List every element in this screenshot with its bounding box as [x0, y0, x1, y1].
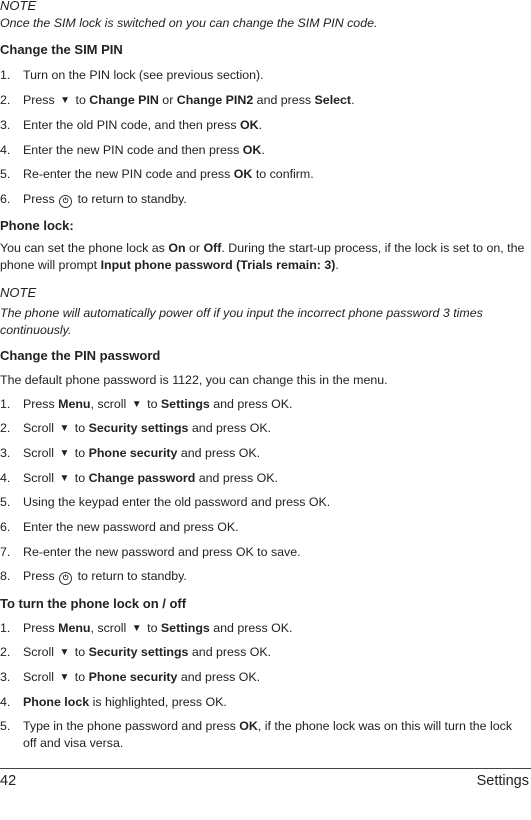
- section-heading-pin-password: Change the PIN password: [0, 348, 161, 363]
- footer-divider: [0, 768, 531, 769]
- pin-password-intro: The default phone password is 1122, you can change this in the menu.: [0, 373, 388, 387]
- section-heading-lock-toggle: To turn the phone lock on / off: [0, 596, 187, 611]
- note-heading: NOTE: [0, 285, 37, 300]
- scroll-down-icon: ▼: [59, 473, 70, 484]
- scroll-down-icon: ▼: [59, 423, 70, 434]
- section-heading-sim-pin: Change the SIM PIN: [0, 42, 123, 57]
- scroll-down-icon: ▼: [60, 95, 71, 106]
- end-key-icon: ⏻: [59, 572, 72, 585]
- note-text: The phone will automatically power off if you input the incorrect phone password 3 times continuously.: [0, 306, 483, 337]
- note-text: Once the SIM lock is switched on you can change the SIM PIN code.: [0, 16, 378, 30]
- scroll-down-icon: ▼: [131, 399, 142, 410]
- manual-page: NOTE Once the SIM lock is switched on you can change the SIM PIN code. Change the SIM PIN 1. Turn on the PIN lock (see previous section). 2. Press ▼ to Change PIN or Change PIN2 and press Select. 3. Enter the old PIN code, and then press OK. 4. Enter the new PIN code and then press OK. 5. Re-enter the new PIN code and press OK to confirm. 6. Press ⏻ to return to standby. Phone lock: You can set the phone lock as On or Off. During the start-up process, if the lock is set to on, the phone will prompt Input phone password (Trials remain: 3). NOTE The phone will automatically power off if you input the incorrect phone password 3 times continuously. Change the PIN password The default phone password is 1122, you can change this in the menu. 1. Press Menu, scroll ▼ to Settings and press OK. 2. Scroll ▼ to Security settings and press OK. 3. Scroll ▼ to Phone security and press OK. 4. Scroll ▼ to Change password and press OK. 5. Using the keypad enter the old password and press OK. 6. Enter the new password and press OK. 7. Re-enter the new password and press OK to save. 8. Press ⏻ to return to standby. To turn the phone lock on / off 1. Press Menu, scroll ▼ to Settings and press OK. 2. Scroll ▼ to Security settings and press OK. 3. Scroll ▼ to Phone security and press OK. 4. Phone lock is highlighted, press OK. 5. Type in the phone password and press OK, if the phone lock was on this will turn the lock off and visa versa. 42 Settings: [0, 0, 529, 789]
- phone-lock-paragraph: You can set the phone lock as On or Off. During the start-up process, if the lock is set to on, the phone will prompt Input phone password (Trials remain: 3).: [0, 241, 525, 272]
- scroll-down-icon: ▼: [131, 623, 142, 634]
- note-heading: NOTE: [0, 0, 37, 13]
- scroll-down-icon: ▼: [59, 448, 70, 459]
- end-key-icon: ⏻: [59, 195, 72, 208]
- section-heading-phone-lock: Phone lock:: [0, 218, 74, 233]
- footer-section-title: Settings: [476, 773, 529, 789]
- scroll-down-icon: ▼: [59, 647, 70, 658]
- page-number: 42: [0, 773, 17, 789]
- scroll-down-icon: ▼: [59, 672, 70, 683]
